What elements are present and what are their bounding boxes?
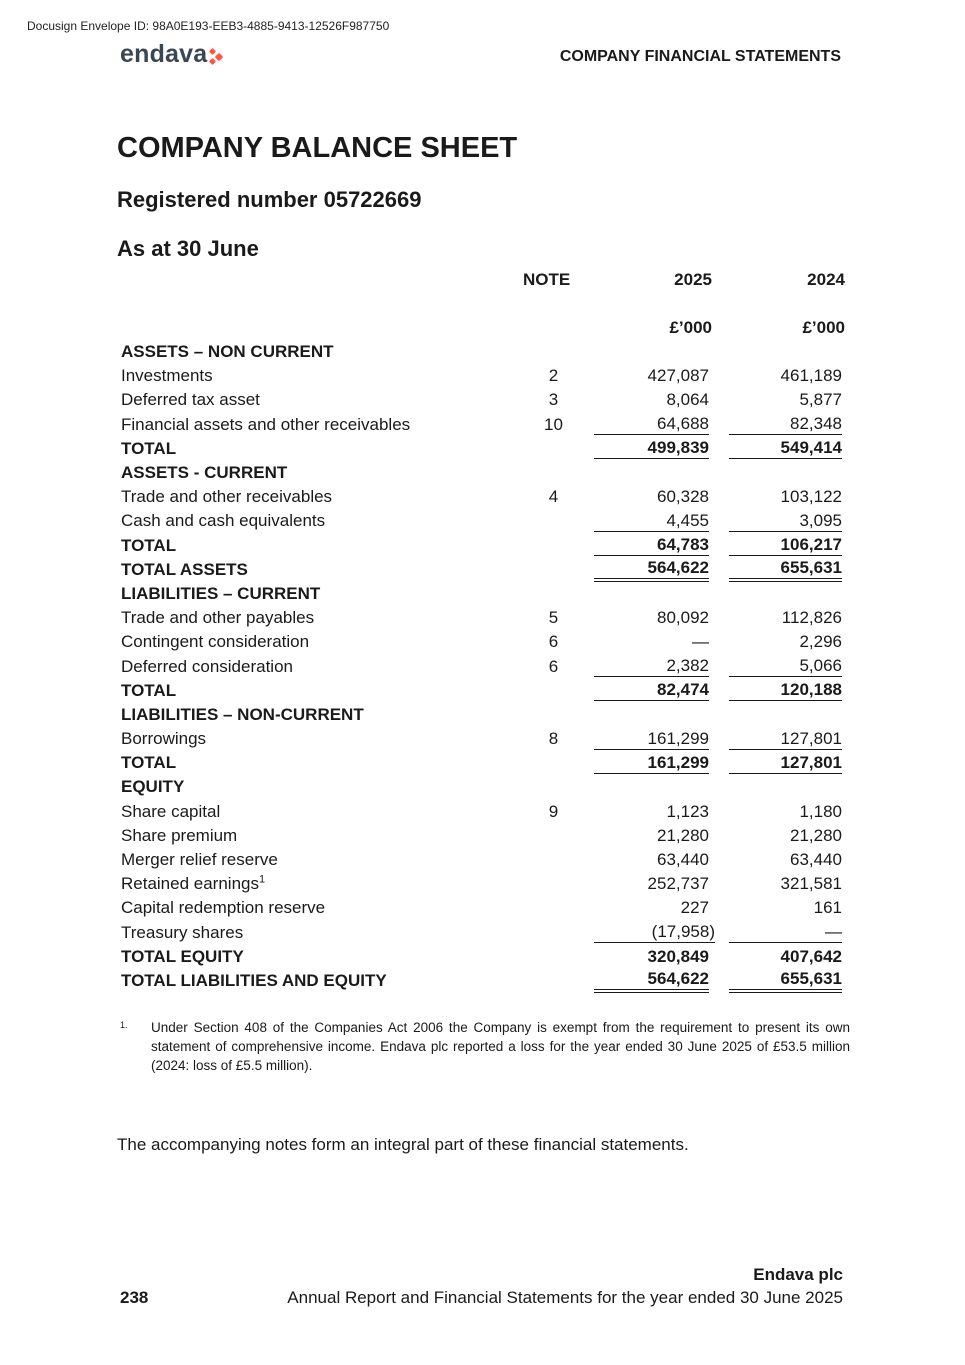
value-2025: 499,839 [582, 437, 717, 461]
row-note [517, 824, 582, 848]
row-note: 5 [548, 608, 559, 628]
row-note: 6 [548, 656, 559, 676]
row-label: Share premium [121, 825, 238, 845]
value-2025: 161,299 [582, 727, 717, 751]
table-row [117, 654, 850, 678]
value-2024 [717, 340, 850, 364]
value-2025: 564,622 [582, 558, 717, 582]
row-note: 3 [548, 390, 559, 410]
row-note: 2 [548, 366, 559, 386]
table-row [117, 969, 850, 993]
table-row [117, 606, 850, 630]
table-row [117, 848, 850, 872]
value-2024: 3,095 [717, 509, 850, 533]
value-2024: 112,826 [781, 608, 842, 628]
row-label: Cash and cash equivalents [121, 511, 326, 531]
value-2024: 120,188 [717, 679, 850, 703]
row-note [517, 437, 582, 461]
row-label: TOTAL [121, 438, 177, 458]
row-note [517, 921, 582, 945]
unit-2024: £’000 [802, 318, 845, 337]
page-number: 238 [120, 1288, 149, 1307]
footnote-text: Under Section 408 of the Companies Act 2006 the Company is exempt from the requirement to present its own statement of comprehensive income. Endava plc reported a loss for the year ended 30 June 2025 of £53.5 million (2024: loss of £5.5 million). [151, 1020, 850, 1073]
value-2025 [582, 775, 717, 799]
value-2024: 127,801 [717, 727, 850, 751]
value-2024: 63,440 [790, 850, 842, 870]
value-2025 [582, 461, 717, 485]
table-row [117, 896, 850, 920]
header-year-2024: 2024 [807, 270, 845, 289]
row-label: TOTAL [121, 535, 177, 555]
row-note: 4 [548, 487, 559, 507]
endava-logo-mark-icon [209, 47, 225, 65]
row-label: TOTAL [121, 680, 177, 700]
row-note [517, 775, 582, 799]
table-row [117, 364, 850, 388]
section-header-row [117, 340, 850, 364]
value-2025: 320,849 [647, 946, 709, 966]
row-note [517, 558, 582, 582]
value-2025: 60,328 [657, 487, 709, 507]
page-title: COMPANY BALANCE SHEET [117, 132, 518, 164]
table-row [117, 824, 850, 848]
value-2025 [582, 340, 717, 364]
row-label: EQUITY [121, 777, 185, 797]
row-label: Merger relief reserve [121, 850, 278, 870]
unit-2025: £’000 [669, 318, 712, 337]
row-note: 6 [548, 632, 559, 652]
value-2025: 63,440 [657, 850, 709, 870]
value-2025: (17,958) [582, 921, 717, 945]
value-2024: 655,631 [717, 558, 850, 582]
footnote-reference: 1 [258, 873, 266, 886]
value-2024 [717, 461, 850, 485]
table-header-row [117, 268, 850, 292]
value-2025: 64,783 [582, 534, 717, 558]
row-note [517, 340, 582, 364]
table-row [117, 413, 850, 437]
table-row [117, 485, 850, 509]
row-label: ASSETS - CURRENT [121, 463, 288, 483]
row-label: TOTAL [121, 753, 177, 773]
value-2025 [582, 582, 717, 606]
value-2024 [717, 775, 850, 799]
value-2025: 80,092 [657, 608, 709, 628]
row-note [517, 582, 582, 606]
table-row [117, 872, 850, 896]
value-2024: 5,066 [717, 654, 850, 678]
value-2024: 127,801 [717, 751, 850, 775]
row-label: Financial assets and other receivables [121, 414, 411, 434]
table-row [117, 679, 850, 703]
value-2025: 21,280 [657, 825, 709, 845]
row-note [517, 945, 582, 969]
as-at-date: As at 30 June [117, 236, 259, 261]
row-label: TOTAL EQUITY [121, 946, 244, 966]
row-note [517, 969, 582, 993]
value-2025: 82,474 [582, 679, 717, 703]
value-2025: 564,622 [582, 969, 717, 993]
logo-text: endava [120, 40, 208, 68]
row-label: Retained earnings$^1$ [121, 873, 266, 894]
value-2024: 82,348 [717, 413, 850, 437]
value-2024: 655,631 [717, 969, 850, 993]
row-note [517, 534, 582, 558]
value-2024: — [717, 921, 850, 945]
row-note [517, 896, 582, 920]
row-note [517, 751, 582, 775]
table-units-row [117, 316, 850, 340]
value-2025: 1,123 [666, 801, 709, 821]
section-header-row [117, 703, 850, 727]
row-note: 10 [544, 414, 563, 434]
row-label: Trade and other receivables [121, 487, 333, 507]
section-header-row [117, 461, 850, 485]
docusign-envelope-id: Docusign Envelope ID: 98A0E193-EEB3-4885-9413-12526F987750 [27, 19, 390, 33]
footnote-marker: 1. [120, 1020, 128, 1030]
table-row [117, 800, 850, 824]
registered-number: Registered number 05722669 [117, 187, 422, 212]
balance-sheet-table [117, 268, 850, 993]
row-note: 9 [548, 801, 559, 821]
value-2024: 461,189 [780, 366, 842, 386]
table-row [117, 630, 850, 654]
footer-company-name: Endava plc [753, 1265, 843, 1284]
value-2025: 8,064 [666, 390, 709, 410]
row-label: Investments [121, 366, 213, 386]
row-label: TOTAL LIABILITIES AND EQUITY [121, 970, 387, 990]
value-2024: 106,217 [717, 534, 850, 558]
footer-report-title: Annual Report and Financial Statements for the year ended 30 June 2025 [287, 1288, 843, 1307]
row-label: LIABILITIES – CURRENT [121, 583, 321, 603]
row-note [517, 679, 582, 703]
section-header-title: COMPANY FINANCIAL STATEMENTS [559, 48, 841, 65]
value-2024 [717, 703, 850, 727]
row-label: ASSETS – NON CURRENT [121, 342, 334, 362]
row-label: Capital redemption reserve [121, 898, 326, 918]
accompanying-notes-statement: The accompanying notes form an integral part of these financial statements. [117, 1135, 689, 1154]
row-note [517, 848, 582, 872]
table-row [117, 727, 850, 751]
row-label: LIABILITIES – NON-CURRENT [121, 704, 364, 724]
table-row [117, 945, 850, 969]
row-label: TOTAL ASSETS [121, 559, 248, 579]
row-label: Deferred tax asset [121, 390, 260, 410]
value-2025: 4,455 [582, 509, 717, 533]
value-2024: 407,642 [780, 946, 842, 966]
table-row [117, 509, 850, 533]
value-2024: 321,581 [780, 874, 842, 894]
table-row [117, 558, 850, 582]
value-2024: 21,280 [790, 825, 842, 845]
row-label: Deferred consideration [121, 656, 293, 676]
value-2024: 1,180 [799, 801, 842, 821]
header-label-blank [117, 268, 517, 292]
value-2025: 161,299 [582, 751, 717, 775]
row-label: Borrowings [121, 729, 207, 749]
value-2025: 227 [680, 898, 709, 918]
row-note [517, 703, 582, 727]
value-2024: 161 [813, 898, 842, 918]
row-note [517, 509, 582, 533]
table-row [117, 534, 850, 558]
value-2025 [582, 703, 717, 727]
row-label: Treasury shares [121, 922, 244, 942]
value-2024: 103,122 [780, 487, 842, 507]
value-2024: 2,296 [799, 632, 842, 652]
row-note [517, 872, 582, 896]
section-header-row [117, 582, 850, 606]
row-label: Share capital [121, 801, 221, 821]
value-2025: — [692, 632, 709, 652]
table-row [117, 437, 850, 461]
row-note: 8 [548, 729, 559, 749]
value-2025: 2,382 [582, 654, 717, 678]
value-2024: 5,877 [799, 390, 842, 410]
value-2025: 427,087 [647, 366, 709, 386]
table-row [117, 751, 850, 775]
endava-logo [120, 40, 225, 69]
value-2024: 549,414 [717, 437, 850, 461]
row-label: Contingent consideration [121, 632, 310, 652]
row-note [517, 461, 582, 485]
value-2025: 64,688 [582, 413, 717, 437]
value-2025: 252,737 [647, 874, 709, 894]
table-row [117, 921, 850, 945]
row-label: Trade and other payables [121, 608, 315, 628]
section-header-row [117, 775, 850, 799]
header-year-2025: 2025 [674, 270, 712, 289]
value-2024 [717, 582, 850, 606]
header-note: NOTE [523, 270, 571, 289]
table-row [117, 388, 850, 412]
footnote [120, 1018, 850, 1075]
